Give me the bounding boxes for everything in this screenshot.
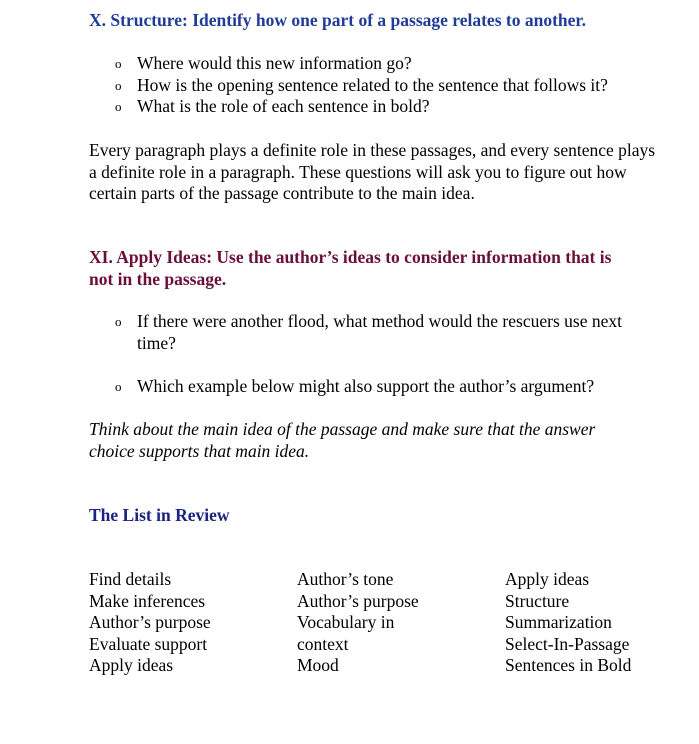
review-column-3 bbox=[505, 569, 631, 677]
review-column-1 bbox=[89, 569, 211, 677]
bullet-icon: o bbox=[115, 314, 122, 329]
list-item: Structure bbox=[505, 590, 570, 611]
list-item: context bbox=[297, 633, 349, 654]
bullet-icon: o bbox=[115, 77, 122, 93]
section-x-paragraph: Every paragraph plays a definite role in these passages, and every sentence plays a definite role in a paragraph. These questions will ask you to figure out how certain parts of the passage contribute to the main idea. bbox=[89, 140, 656, 203]
list-item: Mood bbox=[297, 655, 339, 675]
list-item: o What is the role of each sentence in bold? bbox=[115, 96, 430, 116]
review-column-2 bbox=[297, 569, 419, 677]
list-item: o If there were another flood, what method would the rescuers use next time? bbox=[115, 311, 622, 353]
list-item: Sentences in Bold bbox=[505, 655, 632, 675]
list-item: o How is the opening sentence related to the sentence that follows it? bbox=[115, 74, 608, 95]
list-item: Select-In-Passage bbox=[505, 633, 630, 654]
section-x-heading: X. Structure: Identify how one part of a passage relates to another. bbox=[89, 10, 586, 30]
list-item: Summarization bbox=[505, 612, 612, 632]
review-heading: The List in Review bbox=[89, 505, 230, 525]
section-xi-bullet-list bbox=[89, 311, 679, 354]
list-item: Apply ideas bbox=[505, 569, 590, 589]
list-item: Make inferences bbox=[89, 590, 206, 611]
list-item: Author’s purpose bbox=[297, 590, 419, 611]
list-item: Find details bbox=[89, 569, 172, 589]
list-item: Apply ideas bbox=[89, 655, 174, 675]
bullet-icon: o bbox=[115, 99, 122, 114]
list-item: o Where would this new information go? bbox=[115, 53, 412, 73]
bullet-icon: o bbox=[115, 56, 122, 71]
list-item: o Which example below might also support the author’s argument? bbox=[115, 376, 595, 396]
section-xi-bullet-list-2 bbox=[89, 376, 679, 398]
section-xi-note: Think about the main idea of the passage and make sure that the answer choice supports that main idea. bbox=[89, 419, 596, 461]
list-item: Author’s purpose bbox=[89, 612, 211, 632]
list-item: Evaluate support bbox=[89, 633, 208, 654]
document-page bbox=[89, 10, 664, 675]
section-x-bullet-list bbox=[89, 53, 664, 118]
list-item: Author’s tone bbox=[297, 569, 394, 589]
section-xi-heading: XI. Apply Ideas: Use the author’s ideas to consider information that is not in the passage. bbox=[89, 247, 612, 289]
list-item: Vocabulary in bbox=[297, 612, 395, 632]
bullet-icon: o bbox=[115, 379, 122, 394]
